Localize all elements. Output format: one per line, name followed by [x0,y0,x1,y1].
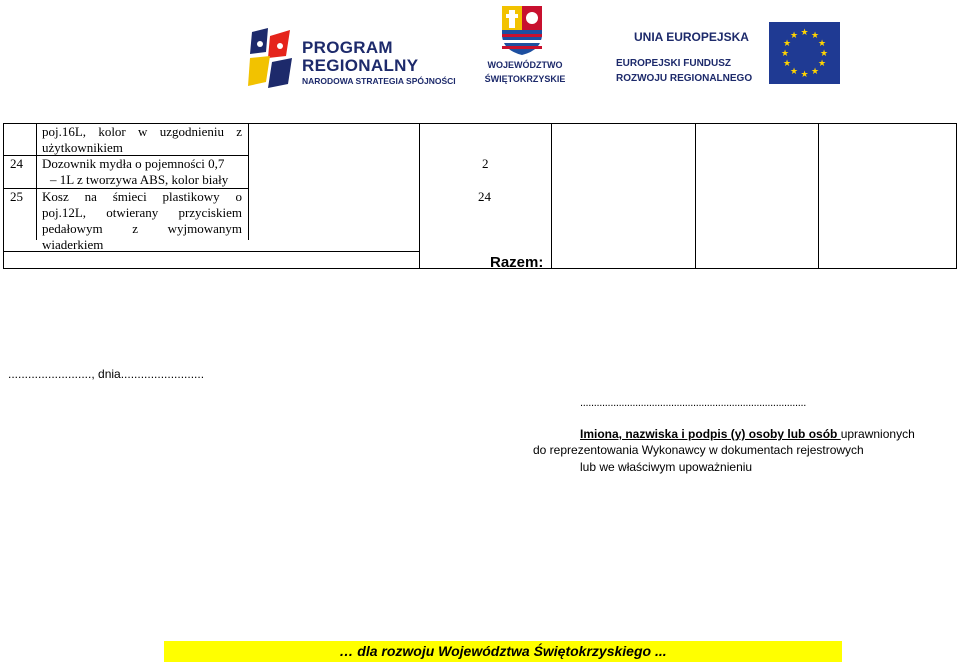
signature-caption-bold: Imiona, nazwiska i podpis (y) osoby lub osób [580,427,841,441]
eu-fund-line1: EUROPEJSKI FUNDUSZ [616,58,732,69]
item-quantity: 24 [478,189,491,204]
footer-banner [164,641,842,662]
item-description: użytkownikiem [42,140,123,155]
svg-text:★: ★ [780,49,790,59]
footer-slogan: … dla rozwoju Województwa Świętokrzyskiego ... [339,643,667,659]
svg-text:★: ★ [810,67,820,77]
signature-caption-line2: do reprezentowania Wykonawcy w dokumentach rejestrowych [533,443,864,457]
program-flag-icon [246,22,294,90]
svg-text:★: ★ [782,59,792,69]
svg-text:★: ★ [819,49,829,59]
table-divider [36,124,37,240]
table-divider [419,124,420,269]
svg-text:★: ★ [800,28,809,38]
items-table [3,123,957,269]
signature-dots: .................................................................................. [580,397,807,409]
svg-text:★: ★ [817,59,827,69]
svg-text:★: ★ [817,39,827,49]
signature-caption-line1 [580,427,915,441]
signature-caption-rest: uprawnionych [840,427,915,441]
svg-text:★: ★ [782,39,792,49]
program-title-line1: PROGRAM [302,38,393,57]
svg-text:★: ★ [810,31,820,41]
svg-text:★: ★ [789,67,799,77]
svg-text:★: ★ [800,70,809,80]
signature-caption-line3: lub we właściwym upoważnieniu [580,460,753,474]
program-regionalny-logo [246,22,456,92]
eu-fund-line2: ROZWOJU REGIONALNEGO [616,73,753,84]
item-description: Kosz na śmieci plastikowy o [42,189,242,204]
item-description: wiaderkiem [42,237,104,252]
item-quantity: 2 [482,156,489,171]
total-label: Razem: [490,254,544,271]
table-divider [551,124,552,269]
table-divider [695,124,696,269]
item-description: Dozownik mydła o pojemności 0,7 [42,156,225,171]
program-subtitle: NARODOWA STRATEGIA SPÓJNOŚCI [302,76,456,86]
item-description: poj.16L, kolor w uzgodnieniu z [42,124,242,139]
coat-of-arms-icon [500,4,544,56]
svg-text:★: ★ [789,31,799,41]
item-description: – 1L z tworzywa ABS, kolor biały [50,172,229,187]
item-description: poj.12L, otwierany przyciskiem [42,205,242,220]
item-number: 24 [10,156,23,171]
eu-logo [614,22,844,88]
eu-flag-icon [769,22,840,84]
program-title-line2: REGIONALNY [302,56,419,75]
wojewodztwo-label-line1: WOJEWÓDZTWO [487,60,563,70]
place-date-line: ........................., dnia......................... [8,367,205,381]
item-number: 25 [10,189,23,204]
table-divider [248,124,249,240]
table-divider [818,124,819,269]
eu-title: UNIA EUROPEJSKA [634,30,749,44]
wojewodztwo-logo [484,4,566,88]
item-description: pedałowym z wyjmowanym [42,221,242,236]
wojewodztwo-label-line2: ŚWIĘTOKRZYSKIE [484,74,566,84]
